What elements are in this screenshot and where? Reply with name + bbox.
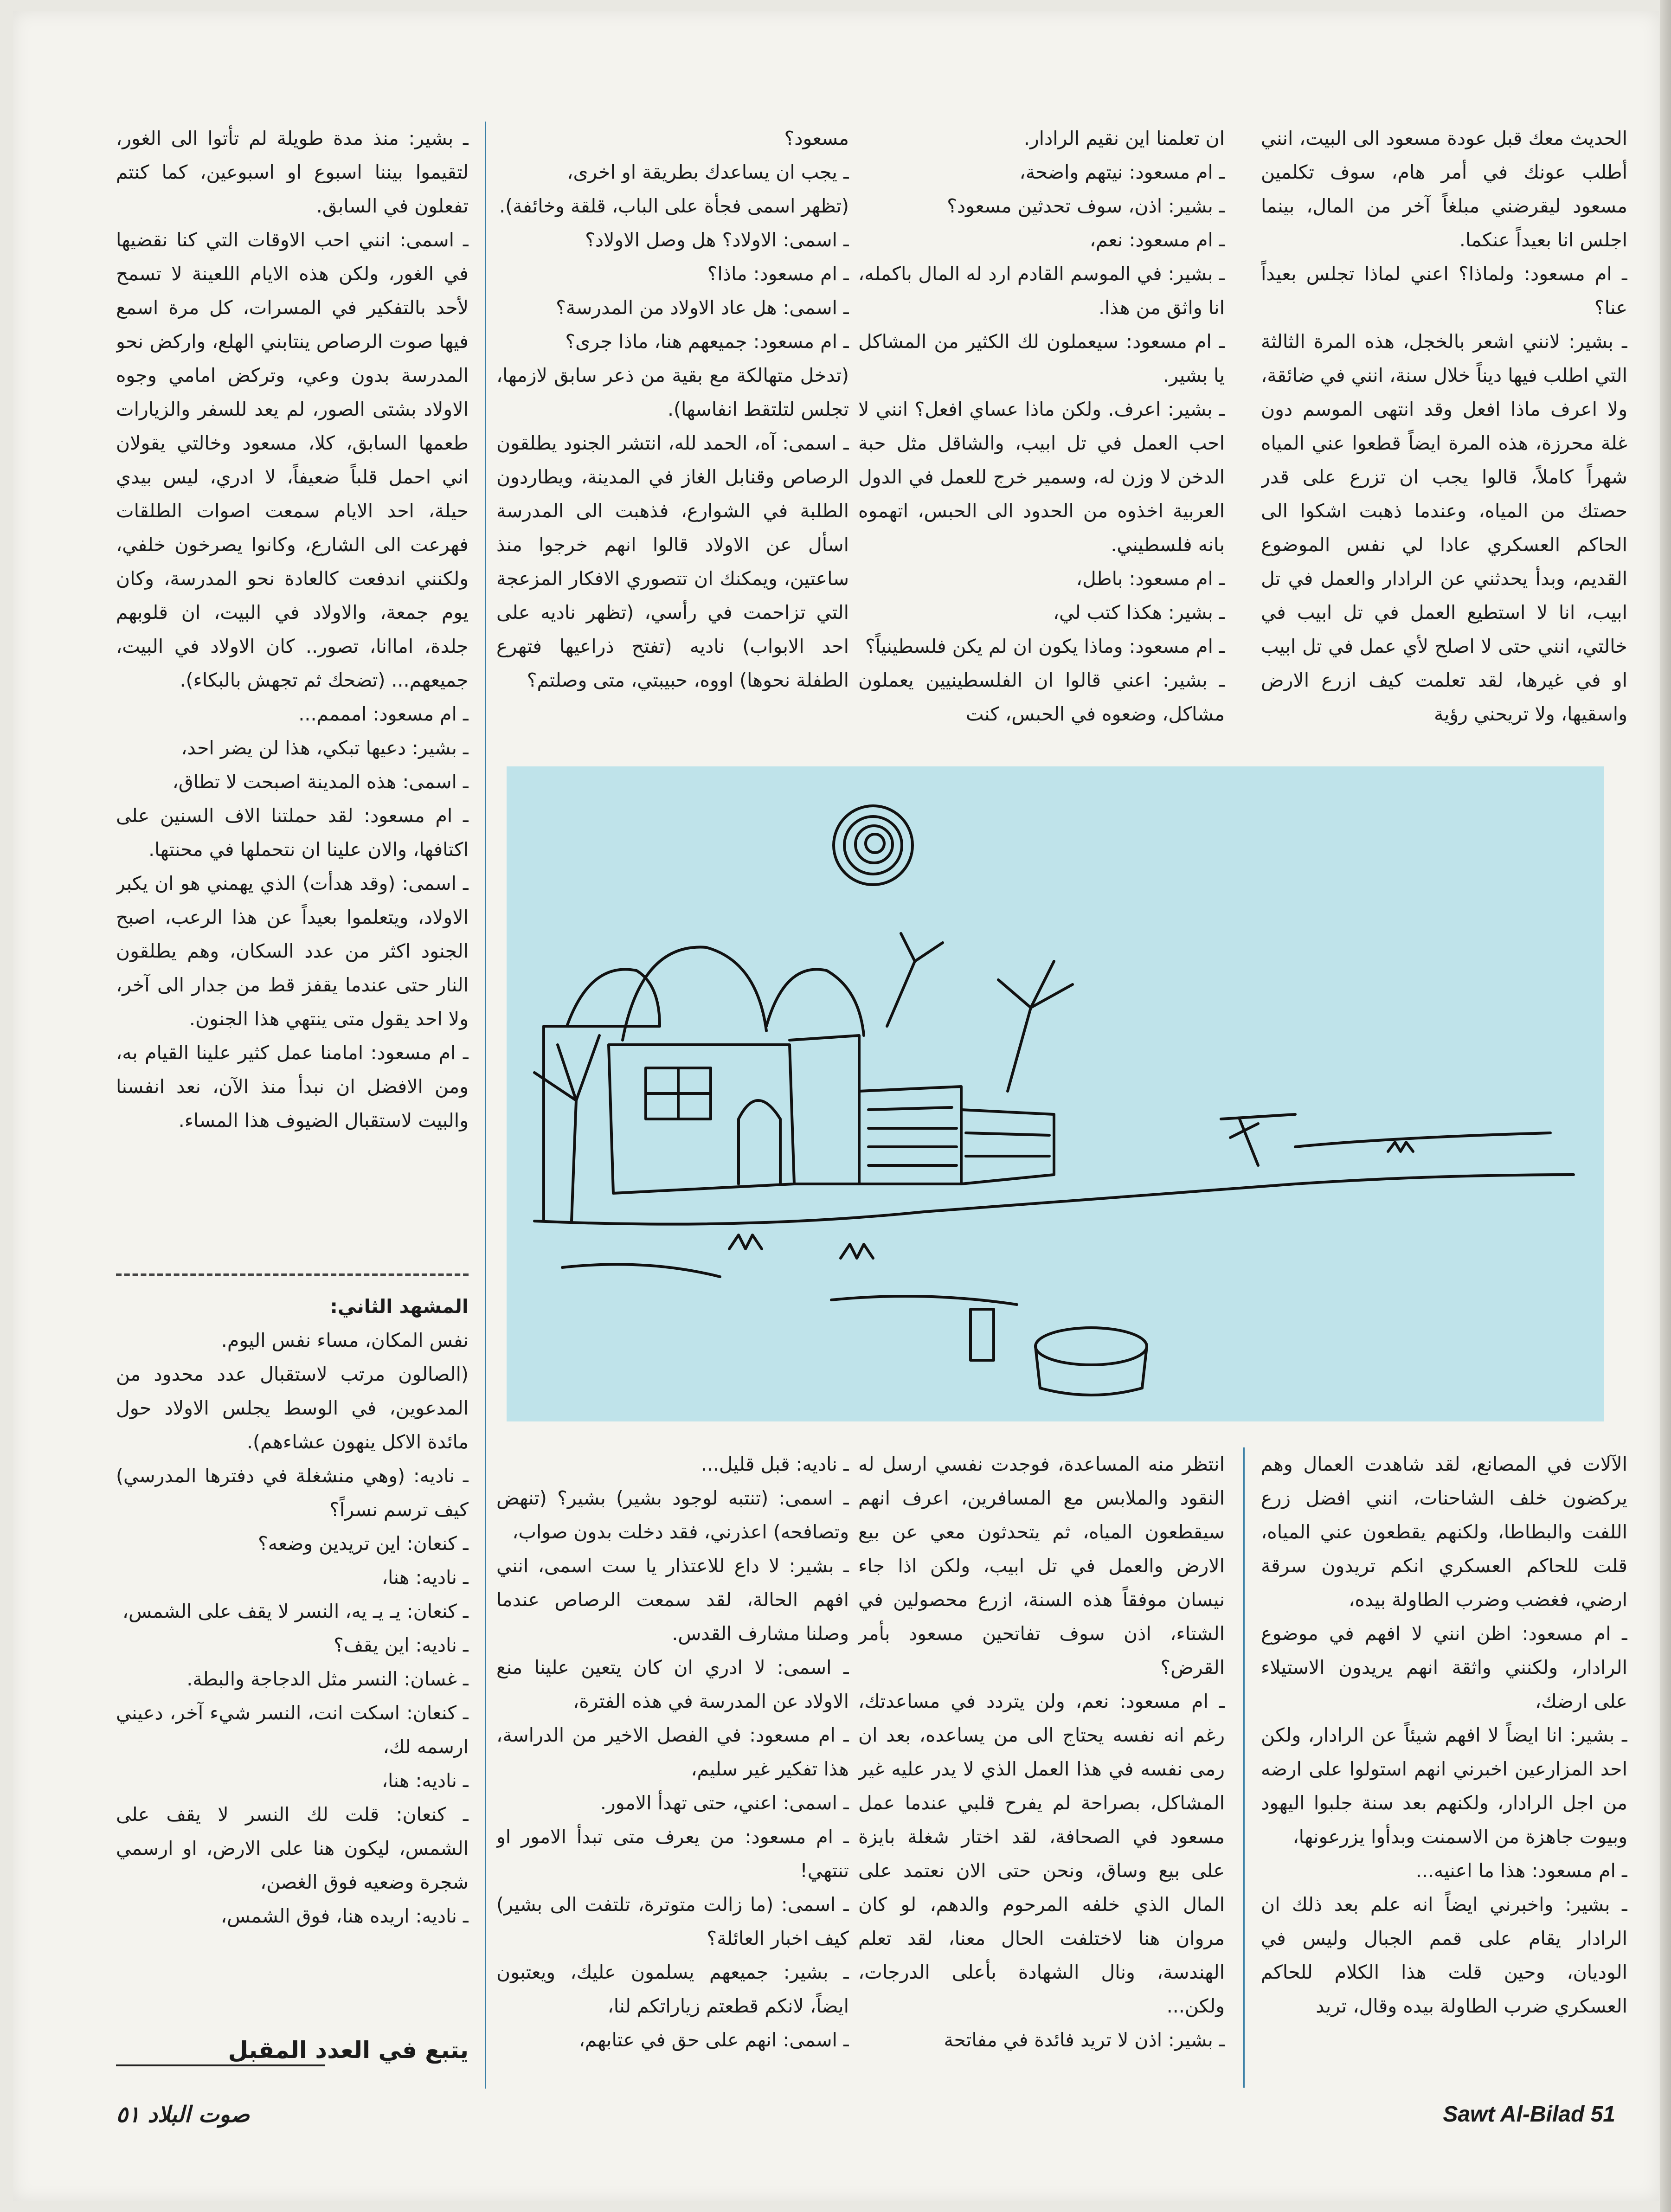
- paragraph: ـ ام مسعود: ولماذا؟ اعني لماذا تجلس بعيداً عنا؟: [1261, 263, 1627, 319]
- paragraph: ـ اسمى: آه، الحمد لله، انتشر الجنود يطلقون الرصاص وقنابل الغاز في المدينة، ويطاردون الطلبة في الشوارع، فذهبت الى المدرسة اسأل عن الاولاد قالوا انهم خرجوا منذ ساعتين، ويمكنك ان تتصوري الافكار المزعجة التي تزاحمت في رأسي، (تظهر ناديه على احد الابواب) ناديه (تفتح ذراعيها فتهرع الطفلة نحوها) اووه، حبيبتي، متى وصلتم؟: [496, 432, 849, 691]
- paragraph: ـ اسمى: الاولاد؟ هل وصل الاولاد؟: [585, 229, 849, 251]
- paragraph: ـ ام مسعود: سيعملون لك الكثير من المشاكل يا بشير.: [858, 330, 1225, 386]
- paragraph: ـ بشير: دعيها تبكي، هذا لن يضر احد،: [181, 737, 469, 759]
- footer-english-title: Sawt Al-Bilad 51: [1443, 2102, 1615, 2127]
- column-divider: [1243, 1447, 1245, 2088]
- paragraph: ـ ام مسعود: لقد حملتنا الاف السنين على اكتافها، والان علينا ان نتحملها في محنتها.: [116, 804, 469, 861]
- village-illustration: [507, 766, 1604, 1421]
- paragraph: ـ بشير: اذن، سوف تحدثين مسعود؟: [947, 195, 1225, 217]
- paragraph: ـ ناديه: هنا،: [381, 1769, 469, 1792]
- text-column-3: [496, 122, 849, 748]
- paragraph: ـ ام مسعود: جميعهم هنا، ماذا جرى؟: [565, 330, 849, 353]
- paragraph: ـ ناديه: هنا،: [381, 1566, 469, 1588]
- paragraph: ـ ام مسعود: نعم،: [1089, 229, 1225, 251]
- paragraph: ـ ام مسعود: هذا ما اعنيه...: [1415, 1859, 1627, 1882]
- paragraph: ـ بشير: هكذا كتب لي،: [1053, 601, 1225, 624]
- paragraph: ـ كنعان: اين تريدين وضعه؟: [258, 1532, 469, 1555]
- paragraph: ـ اسمى: انني احب الاوقات التي كنا نقضيها في الغور، ولكن هذه الايام اللعينة لا تسمح لأحد بالتفكير في المسرات، كل مرة اسمع فيها صوت الرصاص ينتابني الهلع، واركض نحو المدرسة بدون وعي، وتركض امامي وجوه الاولاد بشتى الصور، لم يعد للسفر والزيارات طعمها السابق، كلا، مسعود وخالتي يقولان اني احمل قلباً ضعيفاً، لا ادري، ليس بيدي حيلة، احد الايام سمعت اصوات الطلقات فهرعت الى الشارع، وكانوا يصرخون خلفي، ولكنني اندفعت كالعادة نحو المدرسة، وكان يوم جمعة، والاولاد في البيت، ان قلوبهم جلدة، اماانا، تصور.. كان الاولاد في البيت، جميعهم... (تضحك ثم تجهش بالبكاء).: [116, 229, 469, 691]
- text-column-4: [116, 122, 469, 1272]
- paragraph: ـ اسمى: هذه المدينة اصبحت لا تطاق،: [172, 771, 469, 793]
- village-sketch-drawing: [507, 766, 1604, 1421]
- text-column-6: [1261, 1447, 1627, 2134]
- paragraph: ـ ام مسعود: اظن انني لا افهم في موضوع الرادار، ولكنني واثقة انهم يريدون الاستيلاء على ارضك،: [1261, 1622, 1627, 1712]
- paragraph: ـ غسان: النسر مثل الدجاجة والبطة.: [186, 1668, 469, 1690]
- text-column-2: [858, 122, 1225, 748]
- paragraph: ـ اسمى: لا ادري ان كان يتعين علينا منع الاولاد عن المدرسة في هذه الفترة،: [496, 1656, 849, 1712]
- paragraph: (الصالون مرتب لاستقبال عدد محدود من المدعوين، في الوسط يجلس الاولاد حول مائدة الاكل ينهون عشاءهم).: [116, 1363, 469, 1453]
- footer-arabic-title: صوت البلاد ٥١: [116, 2102, 250, 2128]
- paragraph: ـ ام مسعود: ماذا؟: [707, 263, 849, 285]
- paragraph: ـ اسمى: هل عاد الاولاد من المدرسة؟: [556, 296, 849, 319]
- paragraph: (تظهر اسمى فجأة على الباب، قلقة وخائفة).: [499, 195, 849, 217]
- paragraph: ـ بشير: واخبرني ايضاً انه علم بعد ذلك ان الرادار يقام على قمم الجبال وليس في الوديان، وحين قلت هذا الكلام للحاكم العسكري ضرب الطاولة بيده وقال، تريد: [1261, 1893, 1627, 2017]
- paragraph: ـ ام مسعود: نيتهم واضحة،: [1019, 161, 1225, 183]
- paragraph: ـ اسمى: (وقد هدأت) الذي يهمني هو ان يكبر الاولاد، ويتعلموا بعيداً عن هذا الرعب، اصبح الجنود اكثر من عدد السكان، وهم يطلقون النار حتى عندما يقفز قط من جدار الى آخر، ولا احد يقول متى ينتهي هذا الجنون.: [116, 872, 469, 1030]
- paragraph: (تدخل متهالكة مع بقية من ذعر سابق لازمها، تجلس لتلتقط انفاسها).: [496, 364, 849, 420]
- continued-note: يتبع في العدد المقبل: [228, 2037, 469, 2064]
- paragraph: ـ اسمى: (تنتبه لوجود بشير) بشير؟ (تنهض وتصافحه) اعذرني، فقد دخلت بدون صواب،: [496, 1487, 849, 1543]
- paragraph: ـ ام مسعود: امممم...: [298, 703, 469, 725]
- paragraph: ـ بشير: لا داع للاعتذار يا ست اسمى، انني افهم الحالة، لقد سمعت الرصاص عندما وصلنا مشارف القدس.: [496, 1555, 849, 1645]
- paragraph: نفس المكان، مساء نفس اليوم.: [221, 1329, 469, 1351]
- paragraph: ـ كنعان: اسكت انت، النسر شيء آخر، دعيني ارسمه لك،: [116, 1702, 469, 1758]
- paragraph: مسعود؟: [784, 127, 849, 149]
- paragraph: ـ بشير: اذن لا تريد فائدة في مفاتحة: [944, 2029, 1225, 2051]
- paragraph: ـ بشير: جميعهم يسلمون عليك، ويعتبون ايضاً، لانكم قطعتم زياراتكم لنا،: [496, 1961, 849, 2017]
- paragraph: ـ ناديه: اريده هنا، فوق الشمس،: [220, 1905, 469, 1927]
- paragraph: ـ اسمى: انهم على حق في عتابهم،: [578, 2029, 849, 2051]
- text-column-5: [116, 1290, 469, 2027]
- paragraph: ـ كنعان: يـ يـ يه، النسر لا يقف على الشمس،: [122, 1600, 469, 1622]
- text-column-7: [858, 1447, 1225, 2134]
- paragraph: ـ ام مسعود: باطل،: [1076, 567, 1225, 590]
- paragraph: ـ بشير: في الموسم القادم ارد له المال باكمله، انا واثق من هذا.: [858, 263, 1225, 319]
- paragraph: ـ كنعان: قلت لك النسر لا يقف على الشمس، ليكون هنا على الارض، او ارسمي شجرة وضعيه فوق الغصن،: [116, 1803, 469, 1893]
- scene-heading: المشهد الثاني:: [330, 1295, 469, 1318]
- paragraph: ـ ام مسعود: في الفصل الاخير من الدراسة، هذا تفكير غير سليم،: [496, 1724, 849, 1780]
- paragraph: ـ ام مسعود: وماذا يكون ان لم يكن فلسطينياً؟: [865, 635, 1225, 657]
- paragraph: ـ اسمى: اعني، حتى تهدأ الامور.: [600, 1792, 849, 1814]
- continued-underline: [116, 2064, 325, 2066]
- paragraph: ـ بشير: لانني اشعر بالخجل، هذه المرة الثالثة التي اطلب فيها ديناً خلال سنة، انني في ضائقة، ولا اعرف ماذا افعل وقد انتهى الموسم دون غلة محرزة، هذه المرة ايضاً قطعوا عني المياه شهراً كاملاً، قالوا يجب ان تزرع على قدر حصتك من المياه، وعندما ذهبت اشكوا الى الحاكم العسكري عادا لي نفس الموضوع القديم، وبدأ يحدثني عن الرادار والعمل في تل ابيب، انا لا استطيع العمل في تل ابيب في خالتي، انني حتى لا اصلح لأي عمل في تل ابيب او في غيرها، لقد تعلمت كيف ازرع الارض واسقيها، ولا تريحني رؤية: [1261, 330, 1627, 725]
- paragraph: ـ ام مسعود: نعم، ولن يتردد في مساعدتك، رغم انه نفسه يحتاج الى من يساعده، بعد ان رمى نفسه في هذا العمل الذي لا يدر عليه غير المشاكل، بصراحة لم يفرح قلبي عندما عمل مسعود في الصحافة، لقد اختار شغلة بايزة على بيع وساق، ونحن حتى الان نعتمد على المال الذي خلفه المرحوم والدهم، لو كان مروان هنا لاختلفت الحال معنا، لقد تعلم الهندسة، ونال الشهادة بأعلى الدرجات، ولكن...: [858, 1690, 1225, 2017]
- paragraph: ـ ام مسعود: من يعرف متى تبدأ الامور او تنتهي!: [496, 1826, 849, 1882]
- paragraph: انتظر منه المساعدة، فوجدت نفسي ارسل له النقود والملابس مع المسافرين، اعرف انهم سيقطعون المياه، ثم يتحدثون معي عن بيع الارض والعمل في تل ابيب، ولكن اذا جاء نيسان موفقاً هذه السنة، ازرع محصولين في الشتاء، اذن سوف تفاتحين مسعود بأمر القرض؟: [858, 1453, 1225, 1678]
- paragraph: ـ يجب ان يساعدك بطريقة او اخرى،: [567, 161, 849, 183]
- text-column-1: [1261, 122, 1627, 748]
- paragraph: ـ ناديه: (وهي منشغلة في دفترها المدرسي) كيف ترسم نسراً؟: [116, 1465, 469, 1521]
- paragraph: الآلات في المصانع، لقد شاهدت العمال وهم يركضون خلف الشاحنات، انني افضل زرع اللفت والبطاطا، ولكنهم يقطعون عني المياه، قلت للحاكم العسكري انكم تريدون سرقة ارضي، فغضب وضرب الطاولة بيده،: [1261, 1453, 1627, 1611]
- paragraph: ـ اسمى: (ما زالت متوترة، تلتفت الى بشير) كيف اخبار العائلة؟: [496, 1893, 849, 1949]
- text-column-8: [496, 1447, 849, 2088]
- paragraph: الحديث معك قبل عودة مسعود الى البيت، انني أطلب عونك في أمر هام، سوف تكلمين مسعود ليقرضني مبلغاً آخر من المال، بينما اجلس انا بعيداً عنكما.: [1261, 127, 1627, 251]
- paragraph: ـ بشير: اعرف. ولكن ماذا عساي افعل؟ انني لا احب العمل في تل ابيب، والشاقل مثل حبة الدخن لا وزن له، وسمير خرج للعمل في الدول العربية اخذوه من الحدود الى الحبس، اتهموه بانه فلسطيني.: [858, 398, 1225, 556]
- paragraph: ـ بشير: انا ايضاً لا افهم شيئاً عن الرادار، ولكن احد المزارعين اخبرني انهم استولوا على ارضه من اجل الرادار، ولكنهم بعد سنة جلبوا اليهود وبيوت جاهزة من الاسمنت وبدأوا يزرعونها،: [1261, 1724, 1627, 1848]
- paragraph: ـ بشير: منذ مدة طويلة لم تأتوا الى الغور، لتقيموا بيننا اسبوع او اسبوعين، كما كنتم تفعلون في السابق.: [116, 127, 469, 217]
- sun-icon: [834, 806, 913, 885]
- paragraph: ـ ناديه: اين يقف؟: [334, 1634, 469, 1656]
- page-binding: [1660, 0, 1671, 2212]
- paragraph: ـ بشير: اعني قالوا ان الفلسطينيين يعملون مشاكل، وضعوه في الحبس، كنت: [858, 669, 1225, 725]
- paragraph: ان تعلمنا اين نقيم الرادار.: [1023, 127, 1225, 149]
- paragraph: ـ ام مسعود: امامنا عمل كثير علينا القيام به، ومن الافضل ان نبدأ منذ الآن، نعد انفسنا والبيت لاستقبال الضيوف هذا المساء.: [116, 1042, 469, 1132]
- scene-divider: [116, 1273, 469, 1278]
- column-divider: [485, 122, 486, 2089]
- paragraph: ـ ناديه: قبل قليل...: [701, 1453, 849, 1475]
